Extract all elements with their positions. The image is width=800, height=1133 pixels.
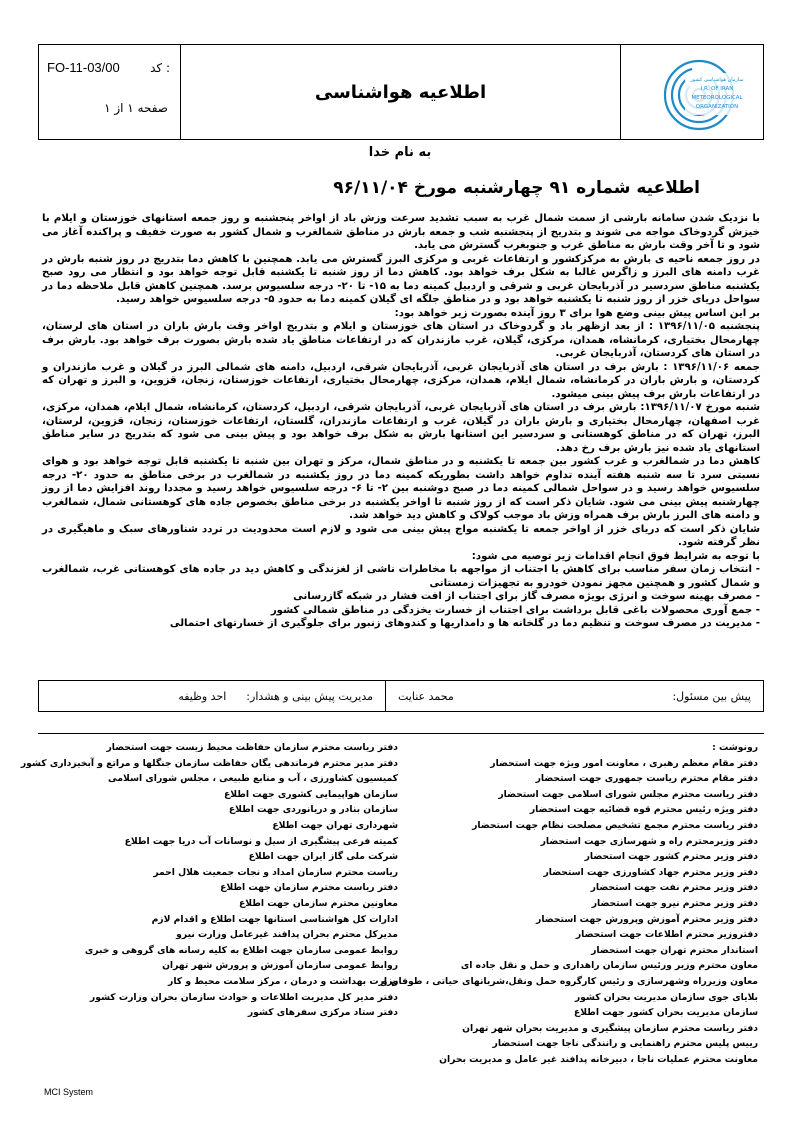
distribution-item: دفتر ریاست محترم سازمان پیشگیری و مدیریت بحران شهر تهران	[462, 1022, 758, 1034]
header-table	[38, 44, 764, 140]
title-cell	[181, 45, 621, 139]
forecaster-cell	[385, 681, 763, 711]
code-value: FO-11-03/00	[47, 60, 120, 75]
paragraph-temperature-drop: کاهش دما در شمالغرب و غرب کشور بین جمعه تا یکشنبه و در مناطق شمال، مرکز و تهران بین شنبه تا یکشنبه قابل توجه خواهد بود و هوای نسبتی سرد تا سه شنبه هفته آینده تداوم خواهد داشت بطوریکه کمینه دما در روز یکشنبه در شمالغرب در برخی مناطق به حدود ۲۰- درجه سلسیوس خواهد رسید و در سواحل شمالی کمینه دما در صبح دوشنبه بین ۲- تا ۶- درجه سلسیوس خواهد رسید و مجددا روند افزایش دما از روز چهارشنبه پیش بینی می شود. شایان ذکر است که از روز شنبه تا اواخر یکشنبه در برخی مناطق بخصوص جاده های کوهستانی شمال، شمالغرب و دامنه های البرز بارش برف همراه وزش باد موجب کولاک و کاهش دید خواهد شد.	[42, 456, 761, 521]
distribution-item: وزارت بهداشت و درمان ، مرکز سلامت محیط و کار	[168, 975, 398, 987]
section-divider	[38, 733, 764, 734]
system-label: MCI System	[44, 1087, 94, 1097]
distribution-item: کمیته فرعی پیشگیری از سیل و نوسانات آب دریا جهت اطلاع	[124, 835, 398, 847]
recommendation-item: - مدیریت در مصرف سوخت و تنظیم دما در گلخانه ها و دامداریها و کندوهای زنبور برای جلوگیری از خسارتهای احتمالی	[169, 618, 760, 629]
distribution-item: دفتر وزیر محترم نیرو جهت استحضار	[591, 897, 758, 909]
notice-heading: اطلاعیه شماره ۹۱ چهارشنبه مورخ ۹۶/۱۱/۰۴	[333, 178, 700, 198]
logo-text-org: ORGANIZATION	[695, 104, 739, 110]
distribution-item: دفتر وزیرمحترم راه و شهرسازی جهت استحضار	[540, 835, 758, 847]
distribution-item: دفتر وزیر محترم آموزش وپرورش جهت استحضار	[536, 913, 758, 925]
distribution-item: شرکت ملی گاز ایران جهت اطلاع	[248, 851, 398, 863]
paragraph-intro: با نزدیک شدن سامانه بارشی از سمت شمال غرب به سبب تشدید سرعت وزش باد از اواخر پنجشنبه و روز جمعه استانهای خوزستان و ایلام با خیزش گردوخاک مواجه می شوند و بتدریج از پنجشنبه شب و جمعه بارش در مناطق شمالغرب و شمال کشور به صورت خفیف و پراکنده آغاز می شود و تا آخر وقت بارش به مناطق غرب و جنوبغرب گسترش می یابد.	[42, 213, 760, 251]
distribution-item: دفتر وزیر محترم کشور جهت استحضار	[584, 851, 758, 863]
distribution-item: شهرداری تهران جهت اطلاع	[272, 819, 398, 831]
logo-text-fa: سازمان هواشناسی کشور	[690, 77, 744, 83]
distribution-item: سازمان بنادر و دریانوردی جهت اطلاع	[228, 804, 398, 816]
distribution-item: سازمان هواپیمایی کشوری جهت اطلاع	[223, 788, 398, 800]
distribution-item: کمیسیون کشاورزی ، آب و منابع طبیعی ، مجلس شورای اسلامی	[108, 773, 398, 785]
distribution-item: دفتر ستاد مرکزی سفرهای کشور	[247, 1007, 398, 1019]
distribution-item: دفتر ریاست محترم مجمع تشخیص مصلحت نظام جهت استحضار	[472, 819, 758, 831]
logo-text-country: I.R. OF IRAN	[700, 86, 734, 92]
distribution-item: ادارات کل هواشناسی استانها جهت اطلاع و اقدام لازم	[151, 913, 398, 925]
document-code-cell	[39, 45, 181, 139]
bulletin-title: اطلاعیه هواشناسی	[314, 81, 487, 103]
distribution-item: دفتر مقام محترم ریاست جمهوری جهت استحضار	[535, 773, 758, 785]
distribution-item: مدیرکل محترم بحران پدافند غیرعامل وزارت نیرو	[176, 929, 398, 941]
distribution-item: دفتروزیر محترم اطلاعات جهت استحضار	[575, 929, 758, 941]
bismillah-heading: به نام خدا	[368, 145, 432, 160]
paragraph-caspian-sea: شایان ذکر است که دریای خزر از اواخر جمعه تا یکشنبه مواج پیش بینی می شود و لازم است محدودیت در تردد شناورهای سبک و ماهیگیری در نظر گرفته شود.	[42, 523, 760, 548]
forecaster-name: محمد عنایت	[398, 689, 454, 703]
distribution-item: معاونت محترم عملیات ناجا ، دبیرخانه پدافند غیر عامل و مدیریت بحران	[439, 1053, 758, 1065]
distribution-item: ریاست محترم سازمان امداد و نجات جمعیت هلال احمر	[153, 866, 398, 878]
distribution-list-left	[20, 740, 398, 1021]
manager-cell	[39, 681, 385, 711]
distribution-item: دفتر وزیر محترم نفت جهت استحضار	[590, 882, 758, 894]
code-label: : کد	[150, 61, 170, 75]
responsibility-table	[38, 680, 764, 712]
page-number: صفحه ۱ از ۱	[104, 101, 168, 115]
recommendation-item: - انتخاب زمان سفر مناسب برای کاهش یا اجتناب از مواجهه با مخاطرات ناشی از لغزندگی و کاهش دید در جاده های کوهستانی غرب، شمالغرب و شمال کشور و همچنین مجهز نمودن خودرو به تجهیزات زمستانی	[42, 564, 760, 589]
paragraph-saturday: شنبه مورخ ۱۳۹۶/۱۱/۰۷: بارش برف در استان های آذربایجان غربی، آذربایجان شرقی، اردبیل، کردستان، کرمانشاه، شمال ایلام، همدان، مرکزی، غرب اصفهان، چهارمحال بختیاری و بارش باران در گیلان، غرب و ارتفاعات مازندران، گلستان، ارتفاعات خوزستان، زنجان، قزوین، لرستان، البرز، تهران که در مناطق کوهستانی و سردسیر این استانها بارش به شکل برف خواهد بود و پیش بینی می شود که بتدریج در سایر مناطق استانهای یاد شده نیز بارش برف رخ دهد.	[42, 402, 760, 454]
distribution-item: دفتر مقام معظم رهبری ، معاونت امور ویژه جهت استحضار	[490, 757, 758, 769]
distribution-item: بلایای جوی سازمان مدیریت بحران کشور	[574, 991, 758, 1003]
paragraph-thursday: پنجشنبه ۱۳۹۶/۱۱/۰۵ : از بعد ازظهر باد و گردوخاک در استان های خوزستان و ایلام و بتدریج اواخر وقت بارش باران در استان های لرستان، چهارمحال بختیاری، کرمانشاه، همدان، مرکزی، گیلان، غرب مازندران که در ارتفاعات مناطق یاد شده بارش بصورت برف خواهد بود. بارش برف در استان های کردستان، آذربایجان غربی.	[42, 321, 760, 359]
distribution-item: دفتر وزیر محترم جهاد کشاورزی جهت استحضار	[543, 866, 758, 878]
distribution-item: استاندار محترم تهران جهت استحضار	[591, 944, 758, 956]
distribution-item: دفتر مدیر محترم فرماندهی یگان حفاظت سازمان جنگلها و مراتع و آبخیزداری کشور	[20, 757, 398, 769]
distribution-item: دفتر ریاست محترم مجلس شورای اسلامی جهت استحضار	[498, 788, 758, 800]
paragraph-forecast-intro: بر این اساس پیش بینی وضع هوا برای ۳ روز آینده بصورت زیر خواهد بود:	[394, 307, 760, 319]
manager-name: احد وظیفه	[178, 689, 227, 703]
recommendation-item: - مصرف بهینه سوخت و انرژی بویژه مصرف گاز برای اجتناب از افت فشار در شبکه گازرسانی	[293, 591, 760, 602]
distribution-list-right	[381, 740, 758, 1067]
recommendation-item: - جمع آوری محصولات باغی قابل برداشت برای اجتناب از خسارت یخزدگی در مناطق شمالی کشور	[270, 604, 760, 616]
logo-cell	[621, 45, 763, 139]
manager-label: مدیریت پیش بینی و هشدار:	[246, 689, 373, 703]
distribution-item: معاون محترم وزیر ورئیس سازمان راهداری و حمل و نقل جاده ای	[460, 960, 758, 972]
meteorological-organization-logo	[647, 53, 751, 133]
paragraph-recommendations-intro: با توجه به شرایط فوق انجام اقدامات زیر توصیه می شود:	[471, 550, 760, 562]
distribution-item: دفتر ریاست محترم سازمان جهت اطلاع	[220, 882, 398, 894]
paragraph-friday-spread: در روز جمعه ناحیه ی بارش به مرکزکشور و ارتفاعات غربی و مرکزی البرز گسترش می یابد. همچنین با کاهش دما بتدریج در روز شنبه بارش در غرب دامنه های البرز و زاگرس غالبا به شکل برف خواهد بود. کاهش دما از روز شنبه تا یکشنبه قابل توجه خواهد بود و انتظار می رود صبح یکشنبه مناطق سردسیر در آذربایجان غربی و شرقی و اردبیل کمینه دما به ۱۵- تا ۲۰- درجه سلسیوس برسد. همچنین کاهش قابل ملاحظه دما در سواحل دریای خزر از روز شنبه تا یکشنبه خواهد بود و در مناطق جلگه ای گیلان کمینه دما به حدود ۵- درجه سلسیوس خواهد رسید.	[42, 253, 760, 305]
distribution-item: دفتر مدیر کل مدیریت اطلاعات و حوادث سازمان بحران وزارت کشور	[89, 991, 398, 1003]
distribution-item: معاونین محترم سازمان جهت اطلاع	[238, 897, 398, 909]
bulletin-body	[42, 212, 760, 631]
logo-text-meteo: METEOROLOGICAL	[691, 95, 743, 101]
distribution-item: روابط عمومی سازمان آموزش و پرورش شهر تهران	[162, 960, 398, 972]
distribution-item: رییس پلیس محترم راهنمایی و رانندگی ناجا جهت استحضار	[492, 1038, 758, 1050]
distribution-item: دفتر ویژه رئیس محترم قوه قضائیه جهت استحضار	[529, 804, 758, 816]
distribution-item: رونوشت :	[712, 742, 758, 753]
distribution-item: دفتر ریاست محترم سازمان حفاظت محیط زیست جهت استحضار	[106, 742, 398, 753]
distribution-item: معاون وزیرراه وشهرسازی و رئیس کارگروه حمل ونقل،شریانهای حیاتی ، طوفان و	[381, 975, 758, 987]
paragraph-friday: جمعه ۱۳۹۶/۱۱/۰۶ : بارش برف در استان های آذربایجان غربی، آذربایجان شرقی، اردبیل، دامنه های شمالی البرز در گیلان و غرب مازندران و کردستان، و بارش باران در کرمانشاه، شمال ایلام، همدان، مرکزی، چهارمحال بختیاری، ارتفاعات خوزستان، زنجان، قزوین، و البرز و تهران که در ارتفاعات بارش برف پیش بینی میشود.	[42, 361, 760, 400]
forecaster-label: پیش بین مسئول:	[672, 689, 751, 703]
distribution-item: سازمان مدیریت بحران کشور جهت اطلاع	[573, 1007, 758, 1019]
distribution-item: روابط عمومی سازمان جهت اطلاع به کلیه رسانه های گروهی و خبری	[84, 944, 398, 956]
